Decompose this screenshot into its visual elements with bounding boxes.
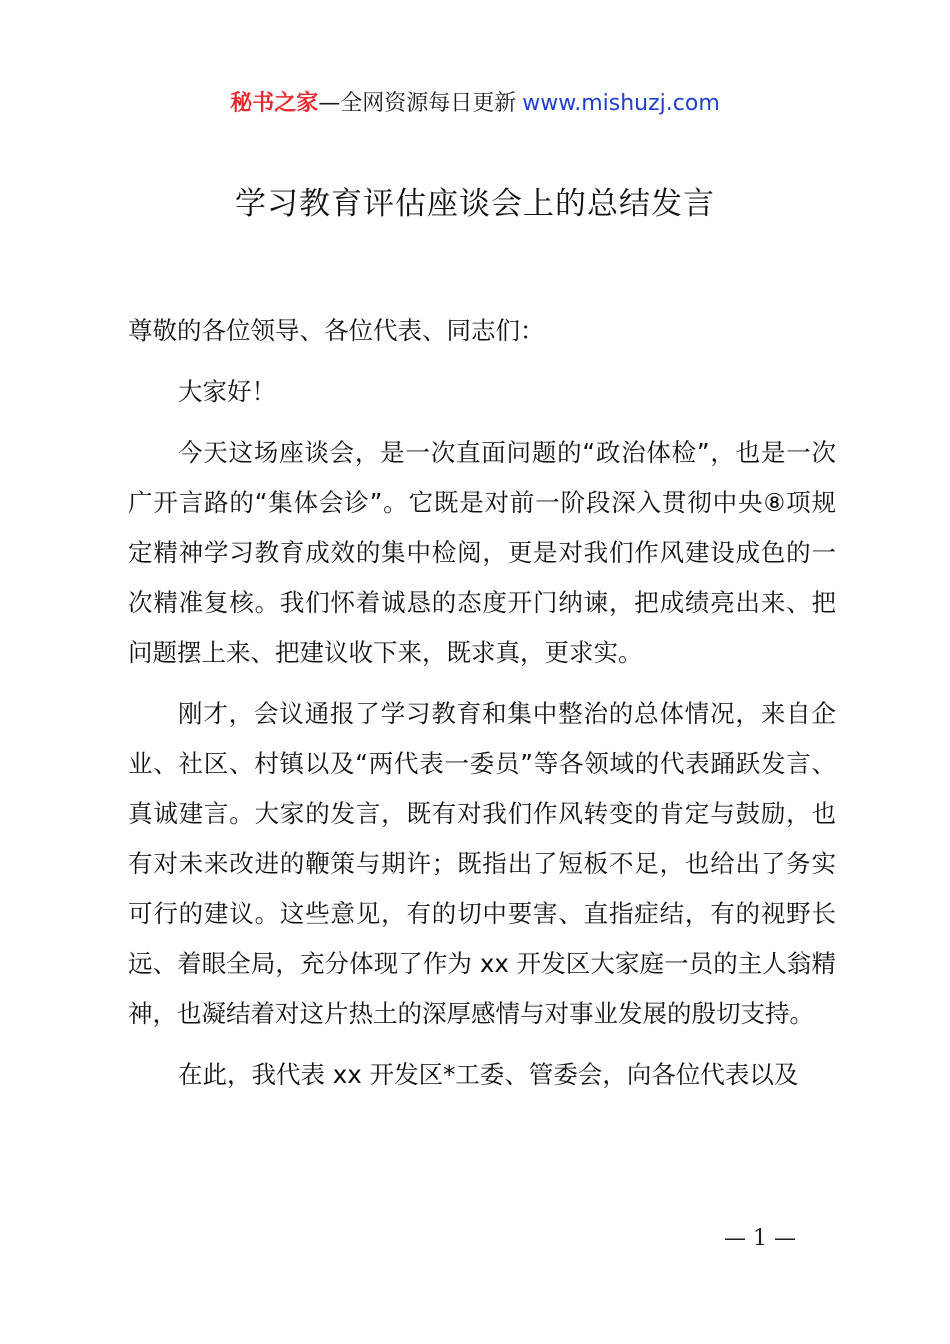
document-title: 学习教育评估座谈会上的总结发言 — [235, 186, 715, 222]
body-paragraph-2: 刚才，会议通报了学习教育和集中整治的总体情况，来自企业、社区、村镇以及“两代表一委员”等各领域的代表踊跃发言、真诚建言。大家的发言，既有对我们作风转变的肯定与鼓励，也有对未来改进的鞭策与期许；既指出了短板不足，也给出了务实可行的建议。这些意见，有的切中要害、直指症结，有的视野长远、着眼全局，充分体现了作为 xx 开发区大家庭一员的主人翁精神，也凝结着对这片热土的深厚感情与对事业发展的殷切支持。 — [128, 699, 836, 1028]
document-body — [128, 306, 836, 1111]
body-paragraph-3: 在此，我代表 xx 开发区*工委、管委会，向各位代表以及 — [178, 1060, 799, 1089]
brand-name: 秘书之家 — [230, 91, 319, 116]
site-url-link[interactable]: www.mishuzj.com — [522, 91, 720, 116]
page-number: — 1 — — [724, 1226, 796, 1251]
header-tagline: —全网资源每日更新 — [318, 91, 517, 116]
salutation: 尊敬的各位领导、各位代表、同志们： — [128, 316, 545, 345]
greeting: 大家好！ — [178, 377, 276, 406]
body-paragraph-1: 今天这场座谈会，是一次直面问题的“政治体检”，也是一次广开言路的“集体会诊”。它既是对前一阶段深入贯彻中央⑧项规定精神学习教育成效的集中检阅，更是对我们作风建设成色的一次精准复核。我们怀着诚恳的态度开门纳谏，把成绩亮出来、把问题摆上来、把建议收下来，既求真，更求实。 — [128, 438, 836, 667]
site-header — [0, 88, 950, 120]
